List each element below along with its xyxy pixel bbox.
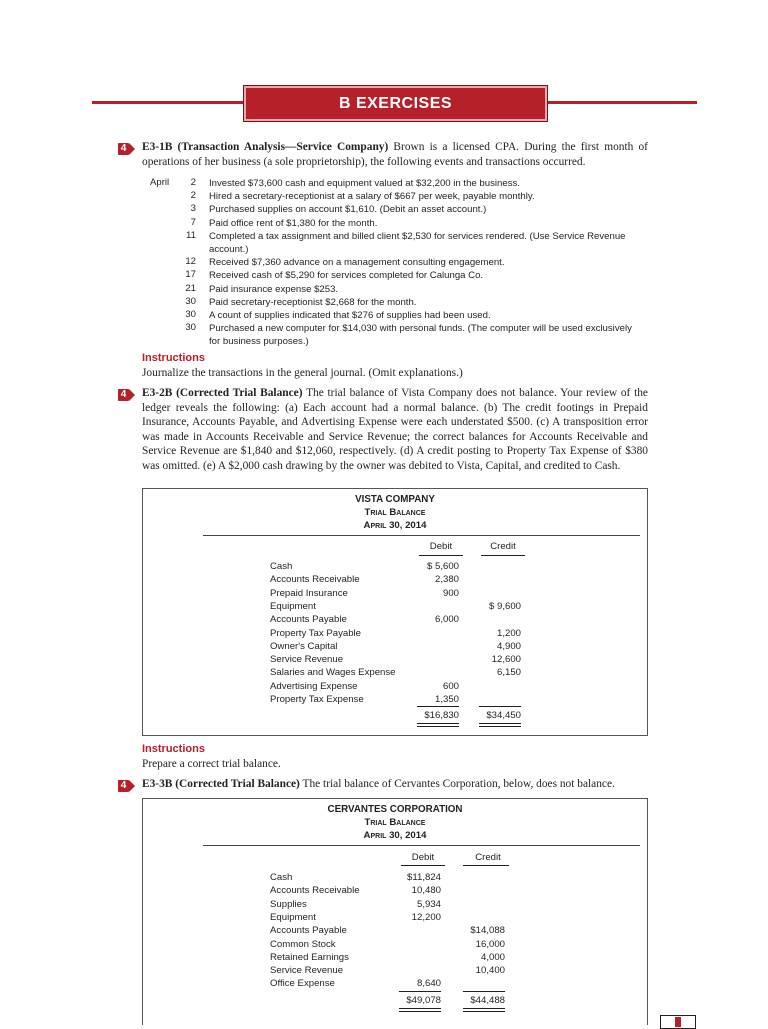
transaction-text: Invested $73,600 cash and equipment valued at $32,200 in the business. — [209, 178, 520, 189]
credit-amount: 4,900 — [496, 640, 521, 652]
table-date: April 30, 2014 — [363, 520, 427, 531]
credit-amount: 16,000 — [475, 938, 505, 950]
transaction-day: 12 — [185, 256, 196, 268]
transaction-row — [150, 269, 650, 282]
account-name: Common Stock — [270, 938, 336, 950]
exercise-e3-3b — [142, 777, 648, 792]
section-title: B EXERCISES — [338, 94, 453, 112]
transaction-text: Completed a tax assignment and billed client $2,530 for services rendered. (Use Service Revenue account.) — [209, 230, 626, 255]
transaction-day: 30 — [185, 295, 196, 307]
transaction-row — [150, 309, 650, 322]
credit-amount: 4,000 — [480, 951, 505, 963]
account-name: Accounts Payable — [270, 925, 347, 937]
transaction-text: Paid office rent of $1,380 for the month. — [209, 217, 378, 229]
transaction-day: 30 — [185, 308, 196, 320]
exercise-e3-2b — [142, 386, 648, 474]
transaction-text: A count of supplies indicated that $276 of supplies had been used. — [209, 309, 491, 321]
account-name: Owner's Capital — [270, 640, 338, 652]
instructions-heading: Instructions — [142, 352, 205, 364]
learning-objective-badge: 4 — [118, 143, 135, 155]
account-name: Advertising Expense — [270, 680, 358, 692]
credit-amount: 12,600 — [491, 654, 521, 666]
account-name: Retained Earnings — [270, 951, 349, 963]
exercise-code: E3-3B (Corrected Trial Balance) — [142, 778, 300, 790]
account-name: Supplies — [270, 898, 307, 910]
section-title-box — [243, 85, 548, 122]
transaction-row — [150, 230, 650, 256]
account-name: Service Revenue — [270, 654, 344, 666]
debit-amount: 12,200 — [411, 911, 441, 923]
debit-amount: 8,640 — [416, 978, 441, 990]
exercise-code: E3-2B (Corrected Trial Balance) — [142, 387, 303, 399]
credit-header: Credit — [490, 541, 516, 552]
transaction-day: 3 — [190, 203, 196, 215]
account-name: Accounts Payable — [270, 614, 347, 626]
credit-amount: 6,150 — [496, 667, 521, 679]
debit-amount: 2,380 — [434, 574, 459, 586]
transaction-row — [150, 322, 650, 348]
table-company: CERVANTES CORPORATION — [327, 804, 463, 815]
exercise-text: Brown is a licensed CPA. During the first month of operations of her business (a sole proprietorship), the following events and transactions occurred. — [142, 141, 648, 168]
account-name: Service Revenue — [270, 965, 344, 977]
debit-amount: 6,000 — [434, 614, 459, 626]
transaction-row — [150, 296, 650, 309]
total-debit: $49,078 — [406, 994, 441, 1006]
account-name: Office Expense — [270, 978, 335, 990]
exercise-text: The trial balance of Cervantes Corporation, below, does not balance. — [299, 778, 615, 790]
transaction-day: 2 — [190, 177, 196, 188]
transaction-row — [150, 256, 650, 269]
account-name: Equipment — [270, 600, 316, 612]
vista-trial-balance — [142, 488, 648, 736]
total-credit: $34,450 — [486, 710, 521, 722]
credit-amount: 1,200 — [496, 627, 521, 639]
transaction-text: Paid insurance expense $253. — [209, 283, 339, 295]
table-date: April 30, 2014 — [363, 830, 427, 841]
credit-amount: $14,088 — [470, 925, 505, 937]
cervantes-trial-balance — [142, 798, 648, 1025]
transaction-row — [150, 177, 650, 190]
transaction-day: 30 — [185, 322, 196, 334]
transaction-row — [150, 217, 650, 230]
transaction-day: 11 — [186, 229, 196, 241]
transaction-list — [150, 177, 650, 348]
transaction-row — [150, 190, 650, 203]
credit-header: Credit — [475, 852, 501, 863]
debit-amount: 600 — [442, 680, 459, 692]
account-name: Salaries and Wages Expense — [270, 667, 396, 679]
exercise-code: E3-1B (Transaction Analysis—Service Company) — [142, 141, 389, 153]
transaction-month: April — [150, 177, 170, 188]
account-name: Property Tax Expense — [270, 694, 364, 705]
instructions-text: Prepare a correct trial balance. — [142, 758, 281, 770]
debit-amount: 1,350 — [434, 694, 459, 705]
account-name: Cash — [270, 872, 293, 883]
debit-amount: 5,934 — [416, 898, 441, 910]
debit-amount: $ 5,600 — [426, 561, 459, 572]
debit-amount: 10,480 — [411, 885, 441, 897]
transaction-row — [150, 283, 650, 296]
account-name: Equipment — [270, 911, 316, 923]
account-name: Accounts Receivable — [270, 574, 360, 586]
transaction-text: Purchased supplies on account $1,610. (Debit an asset account.) — [209, 204, 487, 216]
table-subtitle: Trial Balance — [364, 817, 426, 828]
transaction-day: 7 — [190, 216, 196, 228]
transaction-row — [150, 203, 650, 216]
account-name: Prepaid Insurance — [270, 587, 348, 599]
table-company: VISTA COMPANY — [355, 494, 435, 505]
learning-objective-badge: 4 — [118, 389, 135, 401]
instructions-text: Journalize the transactions in the general journal. (Omit explanations.) — [142, 367, 463, 379]
debit-header: Debit — [429, 541, 453, 552]
credit-amount: $ 9,600 — [488, 600, 521, 612]
transaction-day: 21 — [185, 282, 196, 294]
transaction-day: 2 — [190, 190, 196, 202]
exercise-e3-1b — [142, 140, 648, 169]
credit-amount: 10,400 — [475, 965, 505, 977]
account-name: Property Tax Payable — [270, 627, 362, 639]
transaction-text: Purchased a new computer for $14,030 with personal funds. (The computer will be used exclusively for business purposes.) — [209, 323, 632, 348]
transaction-text: Received cash of $5,290 for services completed for Calunga Co. — [209, 270, 484, 282]
total-credit: $44,488 — [470, 994, 505, 1006]
total-debit: $16,830 — [424, 710, 459, 722]
transaction-text: Hired a secretary-receptionist at a salary of $667 per week, payable monthly. — [209, 191, 535, 203]
account-name: Cash — [270, 561, 293, 572]
account-name: Accounts Receivable — [270, 885, 360, 897]
exercise-text: The trial balance of Vista Company does not balance. Your review of the ledger reveals the following: (a) Each account had a normal balance. (b) The credit footings in Prepaid Insurance, Accounts Payable, and Advertising Expense were each understated $500. (c) A transposition error was made in Accounts Receivable and Service Revenue; the correct balances for Accounts Receivable and Service Revenue are $1,840 and $12,060, respectively. (d) A credit posting to Property Tax Expense of $380 was omitted. (e) A $2,000 cash drawing by the owner was debited to Vista, Capital, and credited to Cash. — [142, 387, 648, 472]
transaction-text: Received $7,360 advance on a management consulting engagement. — [209, 257, 505, 269]
transaction-day: 17 — [185, 269, 196, 281]
instructions-heading: Instructions — [142, 743, 205, 755]
page-marker — [660, 1015, 696, 1029]
transaction-text: Paid secretary-receptionist $2,668 for the month. — [209, 296, 417, 308]
debit-amount: $11,824 — [407, 872, 441, 883]
debit-header: Debit — [411, 852, 435, 863]
learning-objective-badge: 4 — [118, 780, 135, 792]
table-subtitle: Trial Balance — [364, 507, 426, 518]
debit-amount: 900 — [442, 587, 459, 599]
